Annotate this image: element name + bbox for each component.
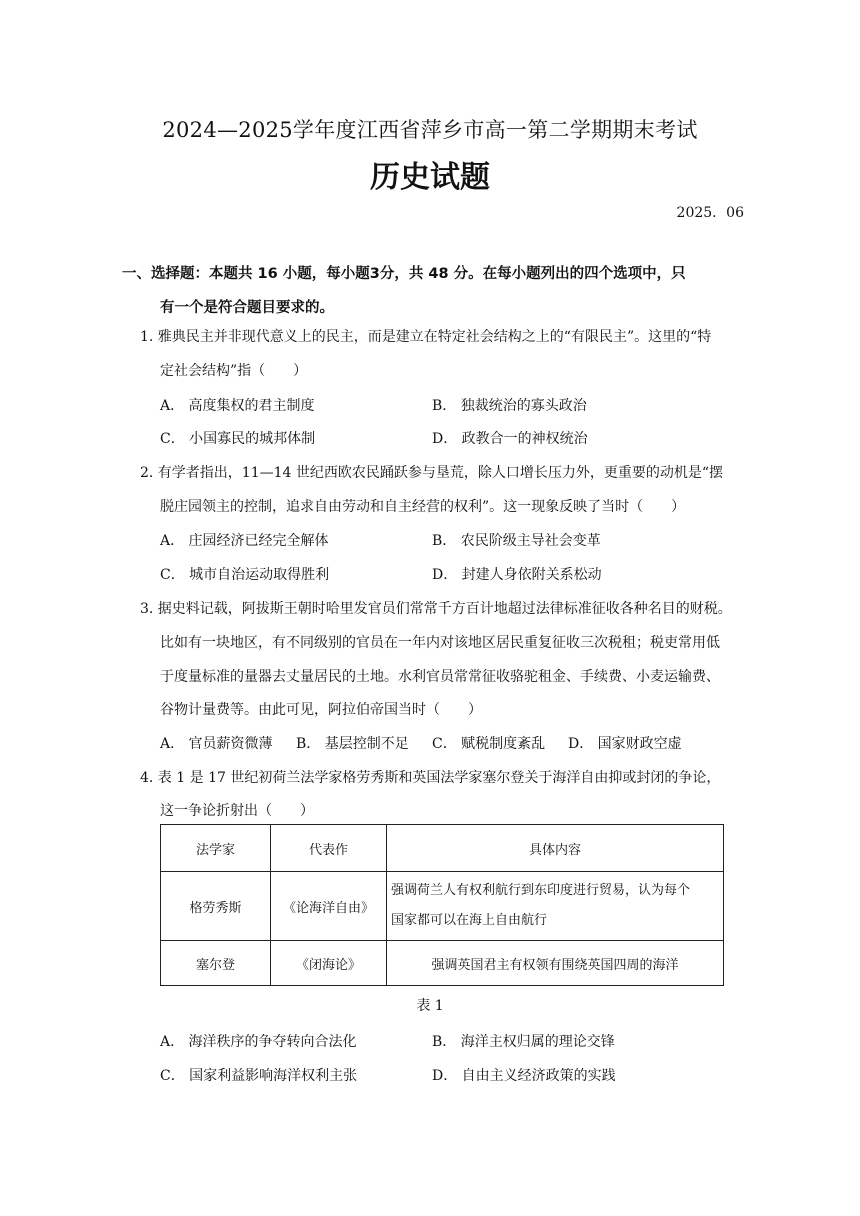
question-1-line-2: 定社会结构”指（ ） (160, 363, 308, 379)
table-caption: 表 1 (416, 998, 444, 1014)
question-2-option-d[interactable]: D． 封建人身依附关系松动 (432, 567, 602, 583)
question-2-option-a[interactable]: A． 庄园经济已经完全解体 (160, 533, 329, 549)
question-3-line-1: 3. 据史料记载，阿拔斯王朝时哈里发官员们常常千方百计地超过法律标准征收各种名目的财税。 (140, 601, 732, 617)
section-heading-line-2: 有一个是符合题目要求的。 (160, 300, 334, 316)
question-4-line-1: 4. 表 1 是 17 世纪初荷兰法学家格劳秀斯和英国法学家塞尔登关于海洋自由抑或封闭的争论， (140, 770, 721, 786)
question-1-option-a[interactable]: A． 高度集权的君主制度 (160, 398, 315, 414)
table-header-cell: 代表作 (271, 825, 387, 872)
exam-date: 2025．06 (676, 205, 744, 221)
question-4-option-b[interactable]: B． 海洋主权归属的理论交锋 (432, 1034, 615, 1050)
question-3-option-d[interactable]: D． 国家财政空虚 (568, 736, 682, 752)
table-cell-work: 《论海洋自由》 (271, 872, 387, 941)
question-3-line-2: 比如有一块地区，有不同级别的官员在一年内对该地区居民重复征收三次税租；税吏常用低 (160, 635, 720, 651)
table-cell-content-line: 强调荷兰人有权利航行到东印度进行贸易，认为每个 (391, 883, 691, 898)
question-3-option-c[interactable]: C． 赋税制度紊乱 (432, 736, 546, 752)
question-2-line-1: 2. 有学者指出，11—14 世纪西欧农民踊跃参与垦荒，除人口增长压力外，更重要的动机是“摆 (140, 465, 724, 481)
question-1-option-c[interactable]: C． 小国寡民的城邦体制 (160, 431, 316, 447)
exam-subject-title: 历史试题 (370, 160, 490, 195)
question-3-line-4: 谷物计量费等。由此可见，阿拉伯帝国当时（ ） (160, 702, 482, 718)
section-heading-line-1: 一、选择题：本题共 16 小题，每小题3分，共 48 分。在每小题列出的四个选项中，只 (122, 266, 686, 282)
question-4-option-d[interactable]: D． 自由主义经济政策的实践 (432, 1068, 616, 1084)
table-cell-content-line: 国家都可以在海上自由航行 (391, 913, 548, 928)
table-1 (160, 824, 724, 986)
table-row (161, 941, 724, 986)
question-4-option-c[interactable]: C． 国家利益影响海洋权利主张 (160, 1068, 358, 1084)
table-header-row (161, 825, 724, 872)
question-3-line-3: 于度量标准的量器去丈量居民的土地。水利官员常常征收骆驼租金、手续费、小麦运输费、 (160, 669, 720, 685)
question-2-option-c[interactable]: C． 城市自治运动取得胜利 (160, 567, 330, 583)
exam-title: 2024—2025学年度江西省萍乡市高一第二学期期末考试 (162, 118, 698, 142)
table-cell-content (387, 872, 724, 941)
table-cell-work: 《闭海论》 (271, 941, 387, 986)
question-2-option-b[interactable]: B． 农民阶级主导社会变革 (432, 533, 601, 549)
question-3-option-b[interactable]: B． 基层控制不足 (296, 736, 409, 752)
table-row (161, 872, 724, 941)
table-cell-jurist: 塞尔登 (161, 941, 271, 986)
question-4-line-2: 这一争论折射出（ ） (160, 803, 314, 819)
question-1-line-1: 1. 雅典民主并非现代意义上的民主，而是建立在特定社会结构之上的“有限民主”。这里的“特 (140, 329, 712, 345)
question-1-option-b[interactable]: B． 独裁统治的寡头政治 (432, 398, 587, 414)
question-2-line-2: 脱庄园领主的控制，追求自由劳动和自主经营的权利”。这一现象反映了当时（ ） (160, 499, 686, 515)
section-heading (122, 257, 734, 325)
table-cell-content: 强调英国君主有权领有围绕英国四周的海洋 (387, 941, 724, 986)
question-1-option-d[interactable]: D． 政教合一的神权统治 (432, 431, 588, 447)
table-cell-jurist: 格劳秀斯 (161, 872, 271, 941)
table-header-cell: 具体内容 (387, 825, 724, 872)
question-4-option-a[interactable]: A． 海洋秩序的争夺转向合法化 (160, 1034, 357, 1050)
question-3-option-a[interactable]: A． 官员薪资微薄 (160, 736, 273, 752)
table-header-cell: 法学家 (161, 825, 271, 872)
